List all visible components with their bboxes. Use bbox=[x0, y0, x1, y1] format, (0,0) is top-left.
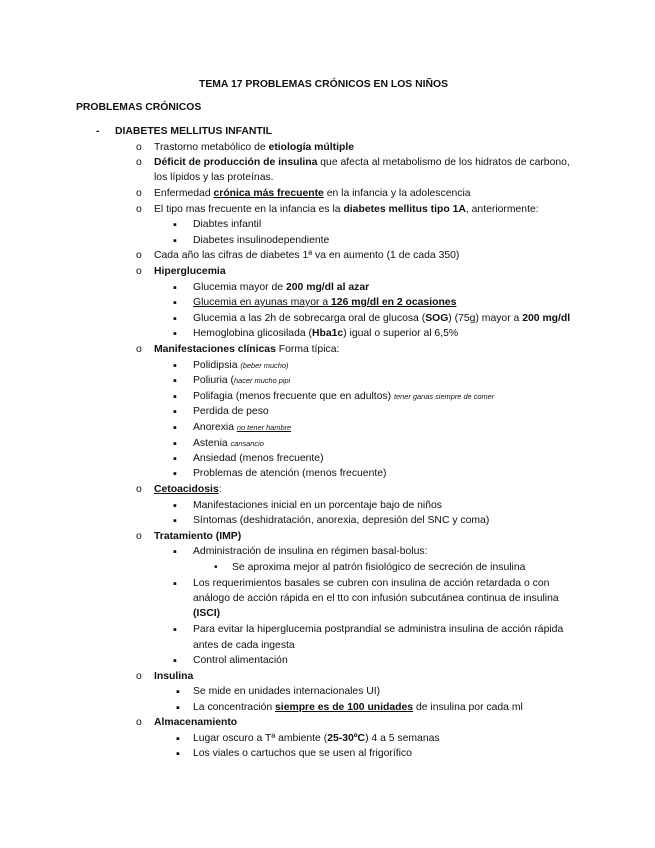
sub-item: Polifagia (menos frecuente que en adultos) tener ganas siempre de comer bbox=[193, 391, 495, 402]
square-bullet: ▪ bbox=[173, 282, 177, 294]
list-item: Almacenamiento bbox=[154, 717, 238, 728]
square-bullet: ▪ bbox=[173, 391, 177, 403]
circle-bullet: o bbox=[136, 344, 142, 355]
topic-heading: DIABETES MELLITUS INFANTIL bbox=[115, 126, 273, 137]
sub-item: Síntomas (deshidratación, anorexia, depresión del SNC y coma) bbox=[193, 515, 490, 526]
sub-item: Diabtes infantil bbox=[193, 219, 262, 230]
sub-item: Glucemia a las 2h de sobrecarga oral de glucosa (SOG) (75g) mayor a 200 mg/dl bbox=[193, 313, 571, 324]
sub-sub-item: Se aproxima mejor al patrón fisiológico de secreción de insulina bbox=[232, 562, 526, 573]
square-bullet: ▪ bbox=[173, 313, 177, 325]
sub-item: Se mide en unidades internacionales UI) bbox=[193, 686, 381, 697]
list-item: Hiperglucemia bbox=[154, 266, 226, 277]
sub-item: La concentración siempre es de 100 unidades de insulina por cada ml bbox=[193, 702, 523, 713]
square-bullet: ▪ bbox=[173, 328, 177, 340]
circle-bullet: o bbox=[136, 671, 142, 682]
list-item: Cetoacidosis: bbox=[154, 484, 222, 495]
square-bullet: ▪ bbox=[173, 406, 177, 418]
list-item: Insulina bbox=[154, 671, 194, 682]
sub-item: Astenia cansancio bbox=[193, 438, 264, 449]
sub-item: Control alimentación bbox=[193, 655, 288, 666]
square-bullet: ▪ bbox=[173, 360, 177, 372]
circle-bullet: o bbox=[136, 142, 142, 153]
list-item: Enfermedad crónica más frecuente en la infancia y la adolescencia bbox=[154, 188, 471, 199]
circle-bullet: o bbox=[136, 266, 142, 277]
list-item: Manifestaciones clínicas Forma típica: bbox=[154, 344, 340, 355]
circle-bullet: o bbox=[136, 157, 142, 168]
sub-item: Manifestaciones inicial en un porcentaje bajo de niños bbox=[193, 500, 442, 511]
sub-item: Anorexia no tener hambre bbox=[193, 422, 292, 433]
sub-item: Glucemia en ayunas mayor a 126 mg/dl en 2 ocasiones bbox=[193, 297, 457, 308]
square-bullet: ▪ bbox=[173, 624, 177, 636]
square-bullet: ▪ bbox=[173, 438, 177, 450]
sub-item: Los viales o cartuchos que se usen al frigorífico bbox=[193, 748, 412, 759]
sub-item-continuation: antes de cada ingesta bbox=[193, 640, 295, 651]
sub-item: Ansiedad (menos frecuente) bbox=[193, 453, 324, 464]
circle-bullet: o bbox=[136, 531, 142, 542]
square-bullet: ▪ bbox=[173, 453, 177, 465]
sub-item: Polidipsia (beber mucho) bbox=[193, 360, 289, 371]
sub-item: Hemoglobina glicosilada (Hba1c) igual o superior al 6,5% bbox=[193, 328, 459, 339]
sub-item: Los requerimientos basales se cubren con insulina de acción retardada o con bbox=[193, 578, 550, 589]
square-bullet: ▪ bbox=[176, 733, 180, 745]
square-bullet: ▪ bbox=[173, 468, 177, 480]
square-bullet: ▪ bbox=[176, 686, 180, 698]
list-item: El tipo mas frecuente en la infancia es la diabetes mellitus tipo 1A, anteriormente: bbox=[154, 204, 539, 215]
square-bullet: ▪ bbox=[173, 515, 177, 527]
circle-bullet: o bbox=[136, 204, 142, 215]
list-item: Déficit de producción de insulina que afecta al metabolismo de los hidratos de carbono, bbox=[154, 157, 570, 168]
square-bullet: ▪ bbox=[173, 297, 177, 309]
sub-item: Administración de insulina en régimen basal-bolus: bbox=[193, 546, 428, 557]
sub-item: Diabetes insulinodependiente bbox=[193, 235, 330, 246]
square-bullet: ▪ bbox=[173, 546, 177, 558]
sub-item: Lugar oscuro a Tª ambiente (25-30ºC) 4 a 5 semanas bbox=[193, 733, 440, 744]
list-item-continuation: los lípidos y las proteínas. bbox=[154, 172, 274, 183]
square-bullet: ▪ bbox=[173, 500, 177, 512]
sub-item: Glucemia mayor de 200 mg/dl al azar bbox=[193, 282, 370, 293]
square-bullet: ▪ bbox=[173, 375, 177, 387]
sub-item-continuation: (ISCI) bbox=[193, 608, 221, 619]
dot-bullet: • bbox=[214, 562, 218, 573]
topic-dash: - bbox=[96, 126, 100, 137]
sub-item: Perdida de peso bbox=[193, 406, 269, 417]
page-title: TEMA 17 PROBLEMAS CRÓNICOS EN LOS NIÑOS bbox=[199, 79, 449, 90]
square-bullet: ▪ bbox=[176, 702, 180, 714]
sub-item-continuation: análogo de acción rápida en el tto con infusión subcutánea continua de insulina bbox=[193, 593, 559, 604]
square-bullet: ▪ bbox=[173, 655, 177, 667]
circle-bullet: o bbox=[136, 484, 142, 495]
circle-bullet: o bbox=[136, 717, 142, 728]
sub-item: Poliuria (hacer mucho pipi bbox=[193, 375, 291, 386]
list-item: Cada año las cifras de diabetes 1ª va en aumento (1 de cada 350) bbox=[154, 250, 460, 261]
square-bullet: ▪ bbox=[176, 748, 180, 760]
circle-bullet: o bbox=[136, 250, 142, 261]
square-bullet: ▪ bbox=[173, 578, 177, 590]
sub-item: Problemas de atención (menos frecuente) bbox=[193, 468, 387, 479]
square-bullet: ▪ bbox=[173, 422, 177, 434]
sub-item: Para evitar la hiperglucemia postprandial se administra insulina de acción rápida bbox=[193, 624, 564, 635]
square-bullet: ▪ bbox=[173, 235, 177, 247]
circle-bullet: o bbox=[136, 188, 142, 199]
square-bullet: ▪ bbox=[173, 219, 177, 231]
list-item: Tratamiento (IMP) bbox=[154, 531, 242, 542]
section-heading: PROBLEMAS CRÓNICOS bbox=[76, 102, 202, 113]
list-item: Trastorno metabólico de etiología múltiple bbox=[154, 142, 354, 153]
